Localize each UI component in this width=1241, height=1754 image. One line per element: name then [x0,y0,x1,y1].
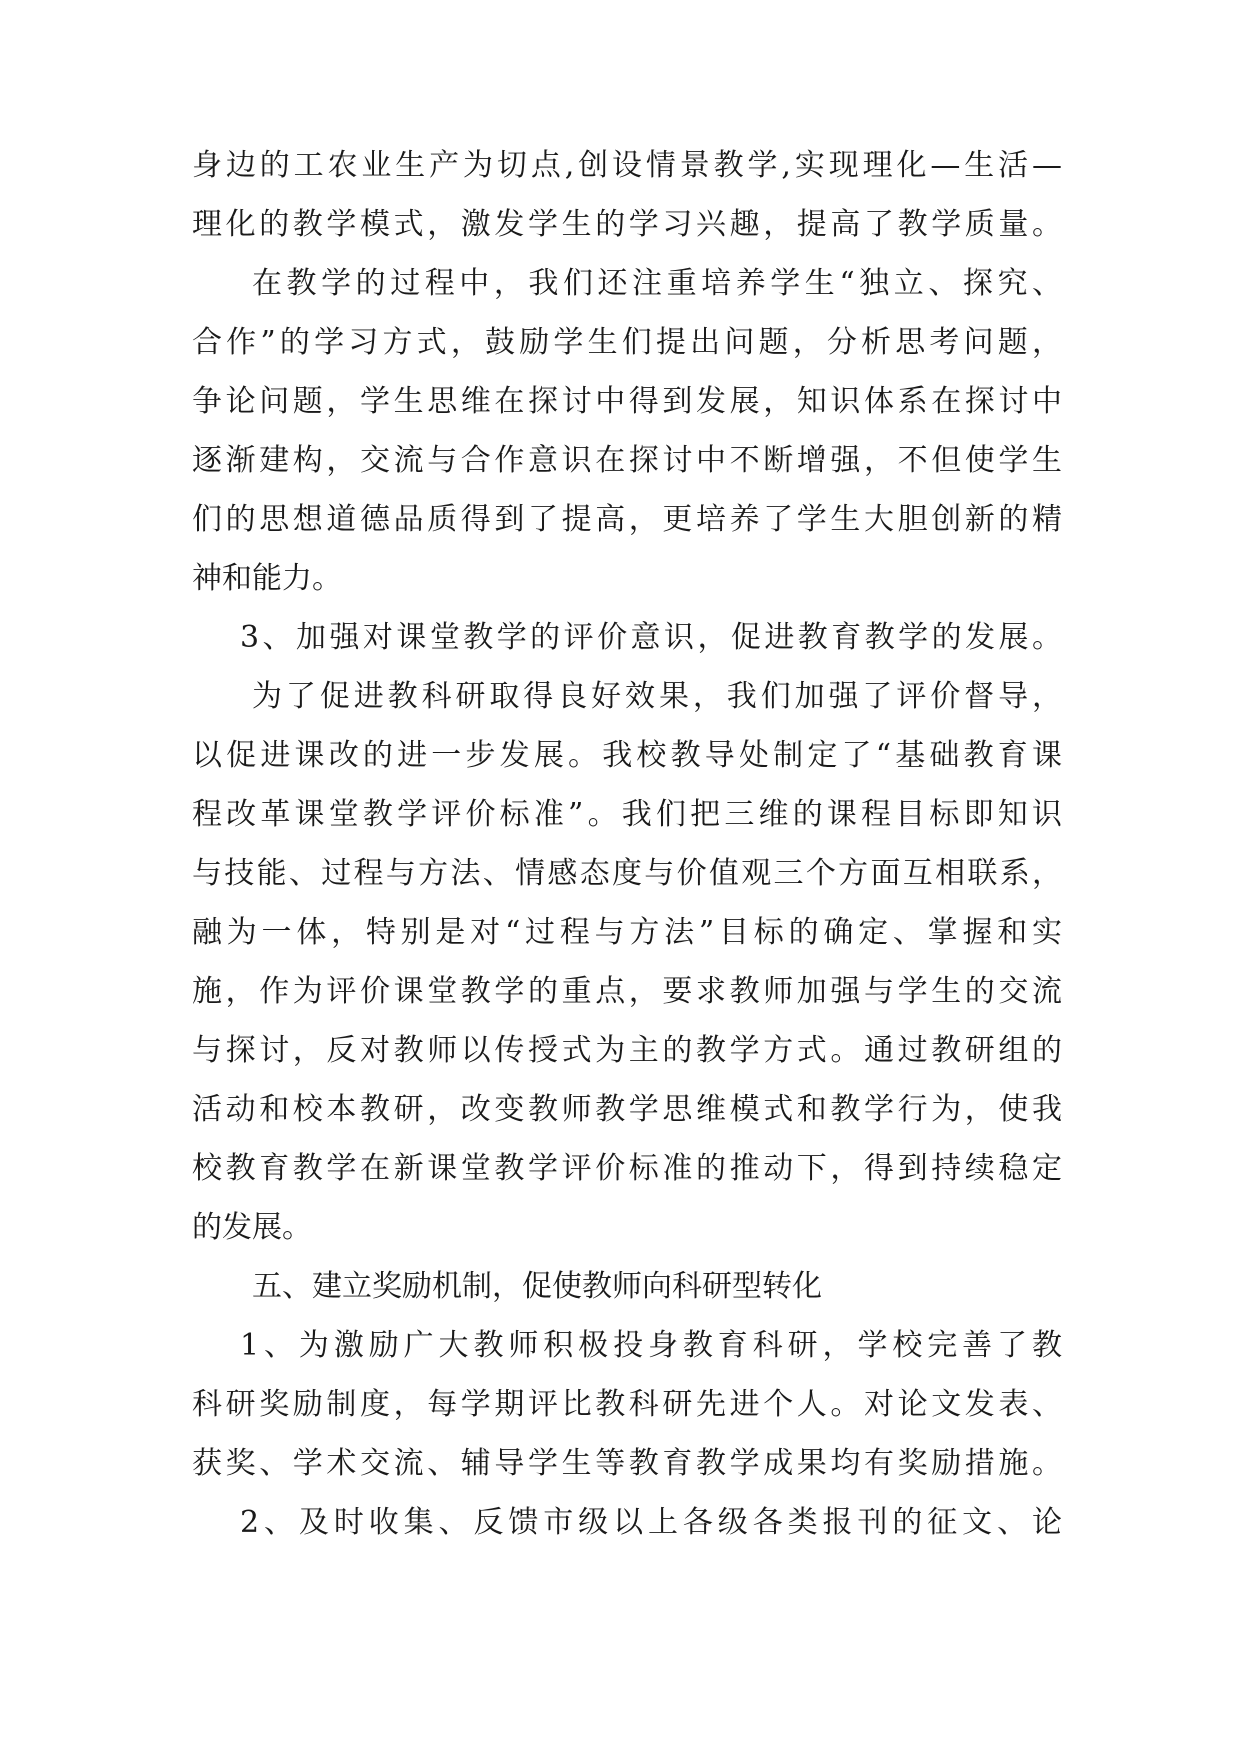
text-line-8: 神和能力。 [192,561,342,596]
text-line-7: 们的思想道德品质得到了提高，更培养了学生大胆创新的精 [192,502,1062,537]
text-line-13: 与技能、过程与方法、情感态度与价值观三个方面互相联系， [192,856,1062,891]
text-line-2: 理化的教学模式，激发学生的学习兴趣，提高了教学质量。 [192,207,1062,242]
text-line-17: 活动和校本教研，改变教师教学思维模式和教学行为，使我 [192,1092,1062,1127]
text-line-15: 施，作为评价课堂教学的重点，要求教师加强与学生的交流 [192,974,1062,1009]
text-line-9: 3、加强对课堂教学的评价意识，促进教育教学的发展。 [240,620,1062,655]
section-heading: 五、建立奖励机制，促使教师向科研型转化 [252,1269,822,1304]
text-line-16: 与探讨，反对教师以传授式为主的教学方式。通过教研组的 [192,1033,1062,1068]
text-line-14: 融为一体，特别是对“过程与方法”目标的确定、掌握和实 [192,915,1062,950]
text-line-11: 以促进课改的进一步发展。我校教导处制定了“基础教育课 [192,738,1062,773]
text-line-3: 在教学的过程中，我们还注重培养学生“独立、探究、 [252,266,1062,301]
text-line-19: 的发展。 [192,1210,312,1245]
text-line-4: 合作”的学习方式，鼓励学生们提出问题，分析思考问题， [192,325,1062,360]
text-line-18: 校教育教学在新课堂教学评价标准的推动下，得到持续稳定 [192,1151,1062,1186]
text-line-12: 程改革课堂教学评价标准”。我们把三维的课程目标即知识 [192,797,1062,832]
text-line-21: 1、为激励广大教师积极投身教育科研，学校完善了教 [240,1328,1062,1363]
text-line-5: 争论问题，学生思维在探讨中得到发展，知识体系在探讨中 [192,384,1062,419]
text-line-22: 科研奖励制度，每学期评比教科研先进个人。对论文发表、 [192,1387,1062,1422]
text-line-10: 为了促进教科研取得良好效果，我们加强了评价督导， [252,679,1062,714]
text-line-1: 身边的工农业生产为切点,创设情景教学,实现理化—生活— [192,148,1062,183]
text-line-23: 获奖、学术交流、辅导学生等教育教学成果均有奖励措施。 [192,1446,1062,1481]
text-line-6: 逐渐建构，交流与合作意识在探讨中不断增强，不但使学生 [192,443,1062,478]
text-line-24: 2、及时收集、反馈市级以上各级各类报刊的征文、论 [240,1505,1062,1540]
